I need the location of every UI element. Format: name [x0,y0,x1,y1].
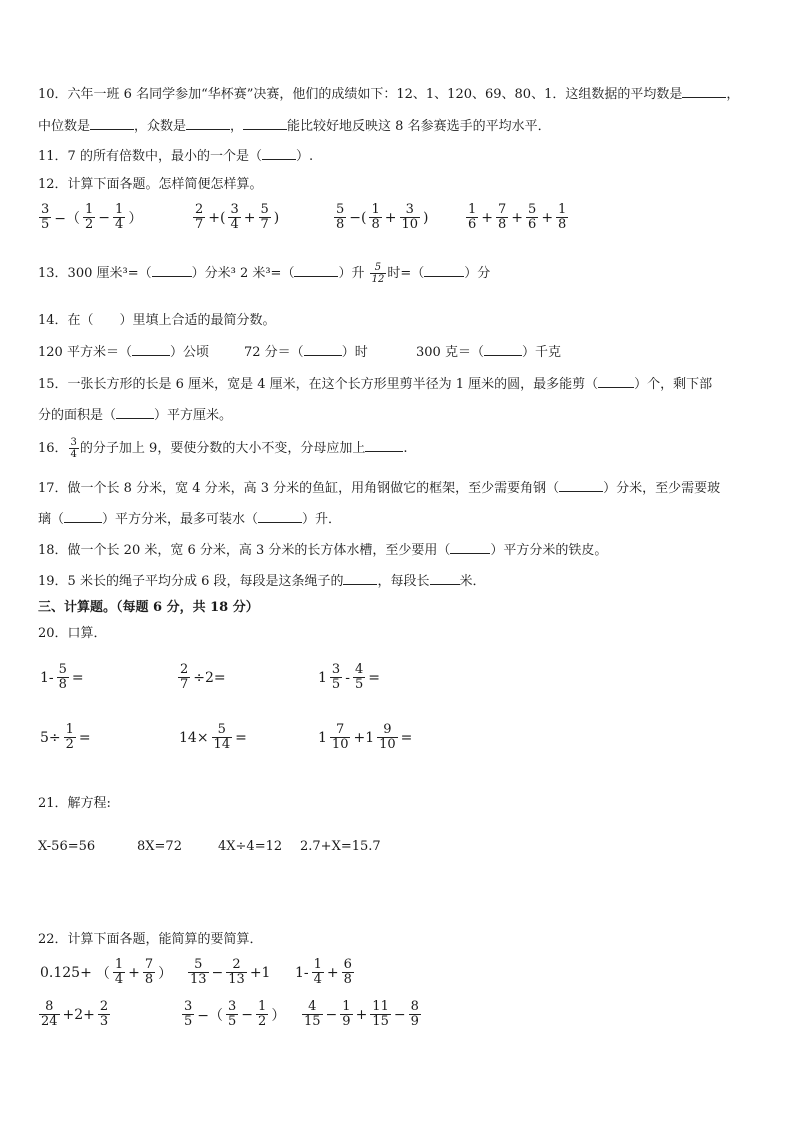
q22-expr-1: 0.125+ （ $\frac{1}{4}$ + $\frac{7}{8}$ ） [40,957,173,987]
answer-blank[interactable] [294,263,338,277]
answer-blank[interactable] [243,116,287,130]
q20-expr-6: 1 $\frac{7}{10}$ +1 $\frac{9}{10}$ = [318,722,413,752]
q12-expr-1: $\frac{3}{5}$ −（ $\frac{1}{2}$ − $\frac{1}{4}$ ） [41,202,143,232]
answer-blank[interactable] [64,509,102,523]
question-15-line1: 15．一张长方形的长是 6 厘米，宽是 4 厘米，在这个长方形里剪半径为 1 厘米的圆，最多能剪（ ）个，剩下部 [38,374,712,394]
q22-expr-2: $\frac{5}{13}$ − $\frac{2}{13}$ +1 [190,957,271,987]
q20-expr-4: 5÷ $\frac{1}{2}$ = [40,722,91,752]
question-14-b: 72 分＝（ ）时 [244,342,368,362]
answer-blank[interactable] [304,342,342,356]
q20-expr-3: 1 $\frac{3}{5}$ - $\frac{4}{5}$ = [318,662,380,692]
equation-2: 8X=72 [137,839,182,854]
q20-expr-1: 1- $\frac{5}{8}$ = [40,662,84,692]
question-22-title: 22．计算下面各题，能简算的要简算． [38,932,263,947]
question-17-line1: 17．做一个长 8 分米，宽 4 分米，高 3 分米的鱼缸，用角钢做它的框架，至少需要角钢（ ）分米，至少需要玻 [38,478,720,498]
answer-blank[interactable] [424,263,464,277]
section-3-heading: 三、计算题。（每题 6 分，共 18 分） [38,600,259,615]
equation-3: 4X÷4=12 [218,839,283,854]
q22-expr-5: $\frac{3}{5}$ −（ $\frac{3}{5}$ − $\frac{1}{2}$ ） [184,999,286,1029]
equation-1: X-56=56 [38,839,96,854]
answer-blank[interactable] [450,540,490,554]
q20-expr-5: 14× $\frac{5}{14}$ = [179,722,247,752]
q12-expr-3: $\frac{5}{8}$ −( $\frac{1}{8}$ + $\frac{3}{10}$ ) [336,202,429,232]
answer-blank[interactable] [116,405,154,419]
answer-blank[interactable] [132,342,170,356]
question-13: 13．300 厘米³=（ ）分米³ 2 米³=（ ）升 $\frac{5}{12}$ 时=（ ）分 [38,262,491,285]
answer-blank[interactable] [152,263,192,277]
question-14-a: 120 平方米＝（ ）公顷 [38,342,209,362]
q20-expr-2: $\frac{2}{7}$ ÷2= [180,662,226,692]
answer-blank[interactable] [598,374,634,388]
question-11: 11．7 的所有倍数中，最小的一个是（ ）. [38,146,313,166]
question-19: 19．5 米长的绳子平均分成 6 段，每段是这条绳子的 ，每段长 米． [38,571,486,591]
answer-blank[interactable] [682,84,726,98]
answer-blank[interactable] [343,571,377,585]
question-10-line1: 10．六年一班 6 名同学参加“华杯赛”决赛，他们的成绩如下：12、1、120、69、80、1．这组数据的平均数是 ， [38,84,739,104]
answer-blank[interactable] [559,478,603,492]
question-15-line2: 分的面积是（ ）平方厘米。 [38,405,232,425]
answer-blank[interactable] [365,438,403,452]
question-18: 18．做一个长 20 米，宽 6 分米，高 3 分米的长方体水槽，至少要用（ ）平方分米的铁皮。 [38,540,607,560]
answer-blank[interactable] [186,116,230,130]
answer-blank[interactable] [484,342,522,356]
question-12-title: 12．计算下面各题。怎样简便怎样算。 [38,177,263,192]
equation-4: 2.7+X=15.7 [300,839,381,854]
q22-expr-3: 1- $\frac{1}{4}$ + $\frac{6}{8}$ [295,957,352,987]
question-20-title: 20．口算． [38,626,107,641]
question-16: 16． $\frac{3}{4}$ 的分子加上 9，要使分数的大小不变，分母应加上 . [38,437,408,460]
question-21-title: 21．解方程: [38,796,111,811]
answer-blank[interactable] [258,509,302,523]
answer-blank[interactable] [90,116,134,130]
answer-blank[interactable] [430,571,460,585]
question-17-line2: 璃（ ）平方分米，最多可装水（ ）升． [38,509,341,529]
question-14-title: 14．在（ ）里填上合适的最简分数。 [38,313,276,328]
q12-expr-4: $\frac{1}{6}$ + $\frac{7}{8}$ + $\frac{5}{6}$ + $\frac{1}{8}$ [468,202,567,232]
question-10-line2: 中位数是 ，众数是 ， 能比较好地反映这 8 名参赛选手的平均水平． [38,116,551,136]
q22-expr-4: $\frac{8}{24}$ +2+ $\frac{2}{3}$ [41,999,109,1029]
q22-expr-6: $\frac{4}{15}$ − $\frac{1}{9}$ + $\frac{11}{15}$ − $\frac{8}{9}$ [304,999,419,1029]
q12-expr-2: $\frac{2}{7}$ +( $\frac{3}{4}$ + $\frac{5}{7}$ ) [195,202,280,232]
question-14-c: 300 克＝（ ）千克 [416,342,561,362]
answer-blank[interactable] [262,146,296,160]
